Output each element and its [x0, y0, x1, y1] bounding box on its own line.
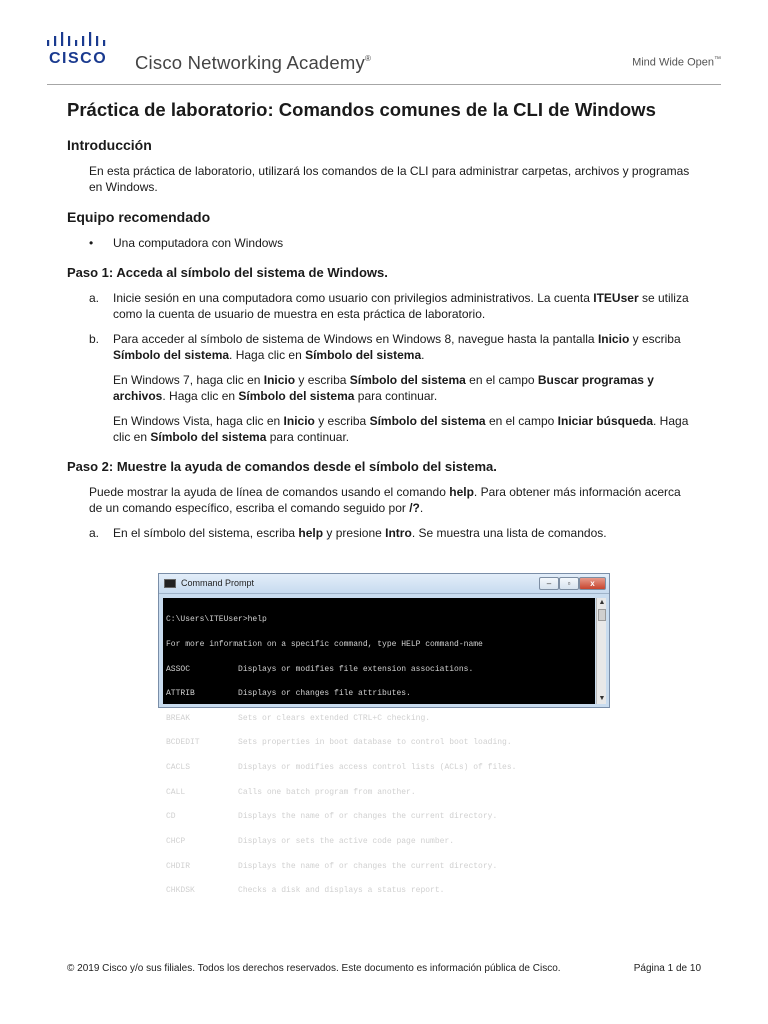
cmd-line: ASSOC Displays or modifies file extension associations.: [166, 664, 474, 674]
cisco-bars-icon: [47, 32, 113, 48]
command-prompt-title: Command Prompt: [181, 578, 255, 588]
step1-item-a: a. Inicie sesión en una computadora como usuario con privilegios administrativos. La cuenta ITEUser se utiliza como la cuenta de usuario de muestra en esta práctica de laboratorio.: [89, 291, 689, 321]
list-item: • Una computadora con Windows: [89, 236, 284, 250]
page-footer: [67, 963, 701, 974]
scroll-up-icon: ▲: [598, 599, 606, 606]
tagline: Mind Wide Open™: [632, 56, 721, 69]
scroll-thumb: [598, 609, 606, 621]
cmd-scrollbar: [596, 598, 606, 704]
equipment-section: [67, 209, 697, 251]
intro-heading: Introducción: [67, 137, 152, 153]
page-number: Página 1 de 10: [633, 963, 701, 974]
minimize-icon: –: [539, 577, 559, 590]
scroll-down-icon: ▼: [598, 695, 606, 702]
step2-text: Puede mostrar la ayuda de línea de comandos usando el comando help. Para obtener más información acerca de un comando específico, escriba el comando seguido por /?.: [89, 485, 681, 515]
step1-vista-text: En Windows Vista, haga clic en Inicio y escriba Símbolo del sistema en el campo Iniciar búsqueda. Haga clic en Símbolo del sistema para continuar.: [113, 414, 689, 444]
cisco-wordmark: CISCO: [49, 50, 108, 67]
cmd-line: CD Displays the name of or changes the current directory.: [166, 812, 498, 822]
cmd-line: ATTRIB Displays or changes file attributes.: [166, 689, 411, 699]
step1-item-b: b. Para acceder al símbolo de sistema de Windows en Windows 8, navegue hasta la pantalla Inicio y escriba Símbolo del sistema. Haga clic en Símbolo del sistema.: [89, 332, 681, 362]
cmd-line: CACLS Displays or modifies access control lists (ACLs) of files.: [166, 763, 517, 773]
cmd-line: BCDEDIT Sets properties in boot database to control boot loading.: [166, 738, 512, 748]
cmd-line: CALL Calls one batch program from another.: [166, 787, 416, 797]
command-prompt-titlebar: [159, 574, 609, 594]
cmd-line: CHCP Displays or sets the active code page number.: [166, 836, 455, 846]
cmd-line: BREAK Sets or clears extended CTRL+C checking.: [166, 713, 431, 723]
maximize-icon: ▫: [559, 577, 579, 590]
command-prompt-output: [163, 598, 595, 896]
command-prompt-window: [158, 573, 610, 896]
copyright-text: © 2019 Cisco y/o sus filiales. Todos los derechos reservados. Este documento es información pública de Cisco.: [67, 963, 561, 974]
header-divider: [47, 84, 721, 85]
academy-name: Cisco Networking Academy®: [135, 52, 372, 73]
cmd-app-icon: [164, 579, 176, 588]
cmd-line: CHKDSK Checks a disk and displays a status report.: [166, 886, 445, 896]
intro-section: [67, 137, 697, 195]
equipment-heading: Equipo recomendado: [67, 209, 211, 225]
cmd-line: CHDIR Displays the name of or changes the current directory.: [166, 861, 498, 871]
page-header: [0, 0, 768, 86]
step1-section: [67, 265, 697, 445]
step2-section: [67, 459, 697, 541]
cmd-line: For more information on a specific command, type HELP command-name: [166, 640, 483, 650]
close-icon: x: [579, 577, 606, 590]
step2-heading: Paso 2: Muestre la ayuda de comandos desde el símbolo del sistema.: [67, 459, 497, 474]
intro-text: En esta práctica de laboratorio, utilizará los comandos de la CLI para administrar carpetas, archivos y programas en Windows.: [89, 164, 690, 194]
bullet-icon: •: [89, 236, 94, 250]
cmd-line: C:\Users\ITEUser>help: [166, 615, 267, 625]
document-body: [67, 96, 697, 555]
step2-item-a: a. En el símbolo del sistema, escriba help y presione Intro. Se muestra una lista de comandos.: [89, 526, 607, 540]
step1-windows7-text: En Windows 7, haga clic en Inicio y escriba Símbolo del sistema en el campo Buscar programas y archivos. Haga clic en Símbolo del sistema para continuar.: [113, 373, 654, 403]
step1-heading: Paso 1: Acceda al símbolo del sistema de Windows.: [67, 265, 388, 280]
document-title: Práctica de laboratorio: Comandos comunes de la CLI de Windows: [67, 99, 656, 120]
